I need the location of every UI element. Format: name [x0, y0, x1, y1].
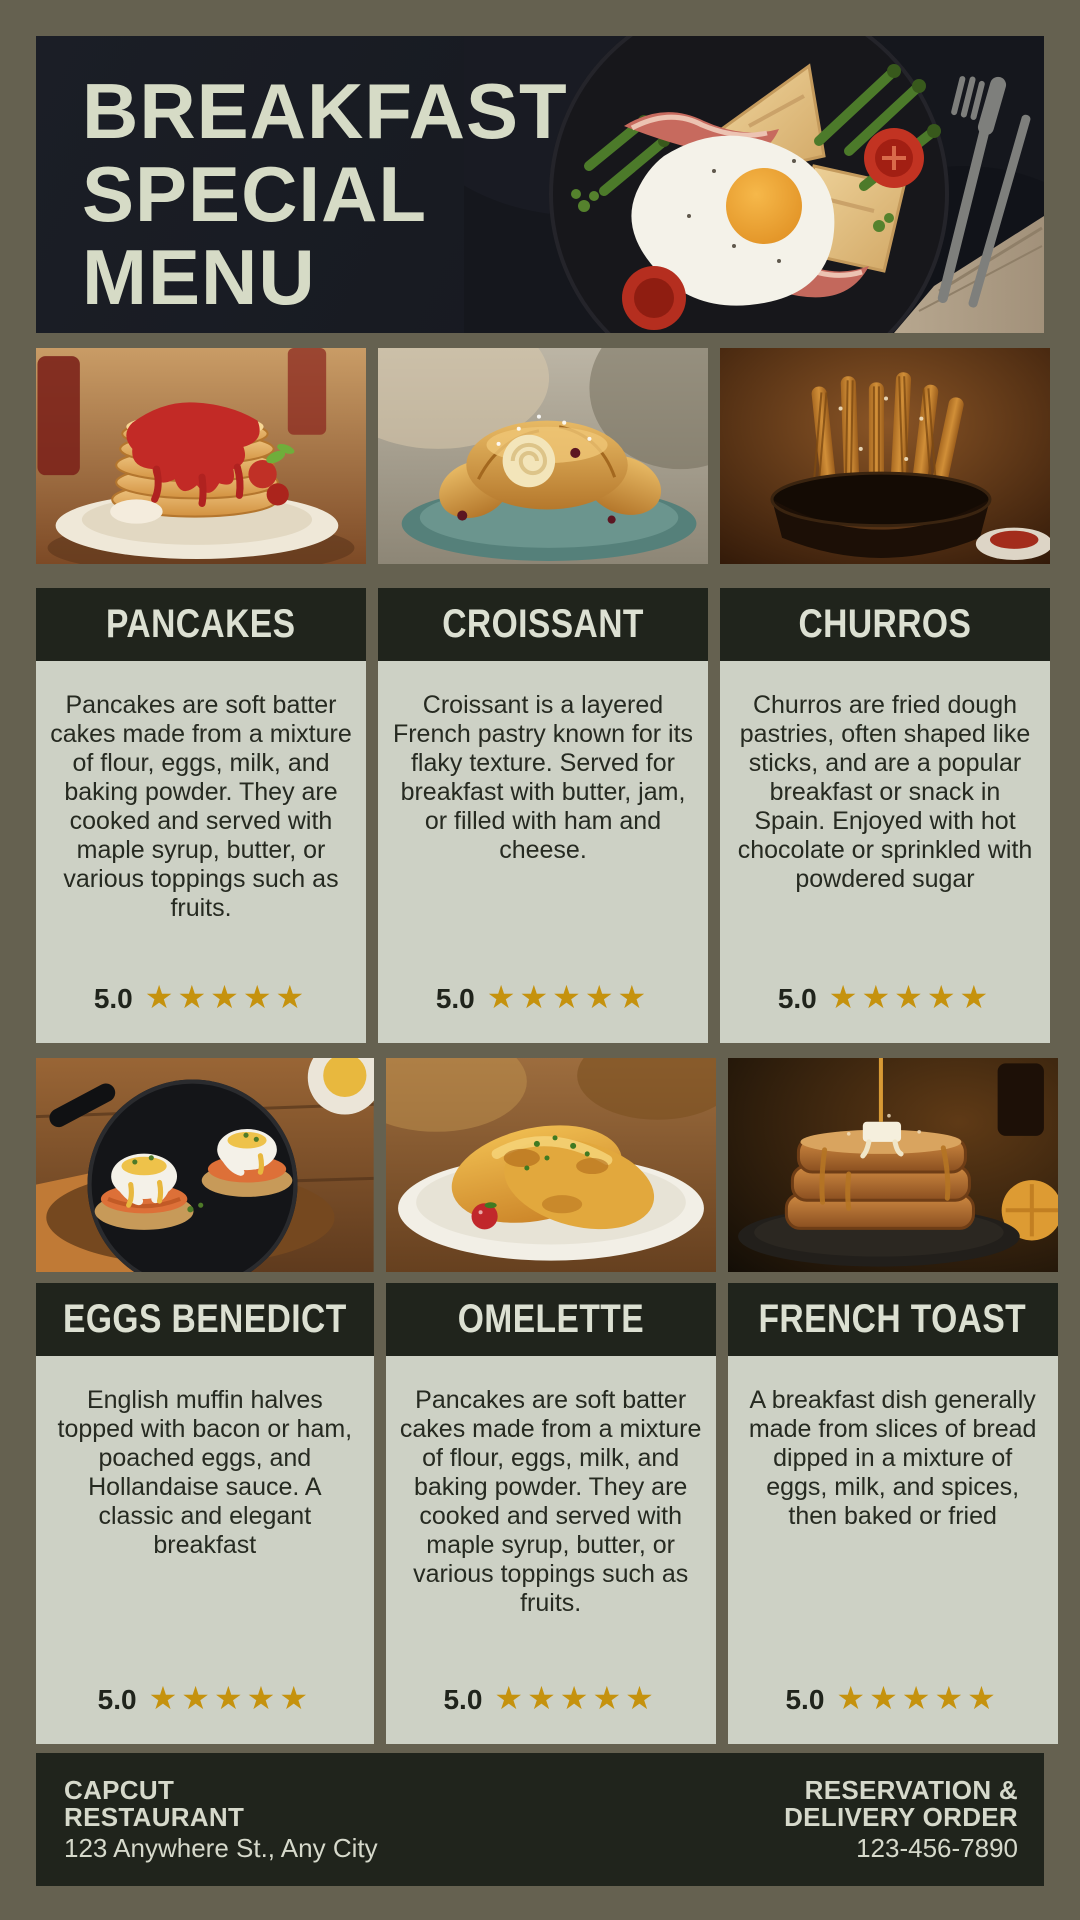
restaurant-name-line1: CAPCUT	[64, 1775, 175, 1805]
rating-value: 5.0	[777, 983, 817, 1014]
restaurant-info	[64, 1777, 378, 1862]
eggs-benedict-photo	[36, 1058, 374, 1272]
card-description: English muffin halves topped with bacon or ham, poached eggs, and Hollandaise sauce. A classic and elegant breakfast	[57, 1386, 353, 1559]
churros-photo	[720, 348, 1050, 564]
rating-value: 5.0	[785, 1684, 825, 1715]
footer-bar	[36, 1753, 1044, 1886]
pancakes-photo	[36, 348, 366, 564]
card-title-label: EGGS BENEDICT	[63, 1297, 347, 1341]
reservation-phone: 123-456-7890	[856, 1833, 1018, 1863]
menu-card-eggs-benedict	[36, 1058, 374, 1744]
card-description: Pancakes are soft batter cakes made from a mixture of flour, eggs, milk, and baking powder. They are cooked and served with maple syrup, butter, or various toppings such as fruits.	[50, 691, 352, 922]
rating-value: 5.0	[97, 1684, 137, 1715]
rating-row	[98, 1682, 312, 1718]
card-title-label: CHURROS	[798, 602, 972, 646]
french-toast-photo	[728, 1058, 1058, 1272]
menu-card-french-toast	[728, 1058, 1058, 1744]
hero-title-line1: BREAKFAST	[82, 67, 568, 155]
menu-card-omelette	[386, 1058, 716, 1744]
card-body-french-toast	[728, 1356, 1058, 1744]
reservation-line2: DELIVERY ORDER	[784, 1802, 1018, 1832]
star-icons: ★★★★★	[144, 979, 309, 1015]
rating-value: 5.0	[93, 983, 133, 1014]
reservation-line1: RESERVATION &	[804, 1775, 1018, 1805]
rating-row	[443, 1682, 657, 1718]
card-title-omelette	[386, 1283, 716, 1356]
hero-title-line2: SPECIAL	[82, 150, 428, 238]
card-description: Pancakes are soft batter cakes made from a mixture of flour, eggs, milk, and baking powder. They are cooked and served with maple syrup, butter, or various toppings such as fruits.	[399, 1386, 702, 1617]
rating-row	[778, 981, 992, 1017]
reservation-info	[784, 1777, 1018, 1862]
rating-value: 5.0	[435, 983, 475, 1014]
menu-card-croissant	[378, 348, 708, 1043]
rating-value: 5.0	[443, 1684, 483, 1715]
star-icons: ★★★★★	[148, 1680, 313, 1716]
card-title-croissant	[378, 588, 708, 661]
rating-row	[785, 1682, 999, 1718]
card-title-label: CROISSANT	[442, 602, 644, 646]
hero-banner	[36, 36, 1044, 333]
star-icons: ★★★★★	[486, 979, 651, 1015]
menu-row-1	[36, 348, 1044, 1043]
card-body-pancakes	[36, 661, 366, 1043]
croissant-photo	[378, 348, 708, 564]
restaurant-address: 123 Anywhere St., Any City	[64, 1833, 378, 1863]
card-body-omelette	[386, 1356, 716, 1744]
rating-row	[94, 981, 308, 1017]
rating-row	[436, 981, 650, 1017]
card-title-label: FRENCH TOAST	[758, 1297, 1027, 1341]
hero-title-line3: MENU	[82, 233, 316, 321]
card-title-label: PANCAKES	[106, 602, 296, 646]
menu-card-churros	[720, 348, 1050, 1043]
card-body-croissant	[378, 661, 708, 1043]
card-title-pancakes	[36, 588, 366, 661]
restaurant-name-line2: RESTAURANT	[64, 1802, 245, 1832]
card-description: Croissant is a layered French pastry known for its flaky texture. Served for breakfast with butter, jam, or filled with ham and cheese.	[392, 691, 694, 864]
omelette-photo	[386, 1058, 716, 1272]
card-title-eggs-benedict	[36, 1283, 374, 1356]
menu-row-2	[36, 1058, 1044, 1744]
card-title-label: OMELETTE	[457, 1297, 644, 1341]
card-body-churros	[720, 661, 1050, 1043]
card-description: A breakfast dish generally made from slices of bread dipped in a mixture of eggs, milk, and spices, then baked or fried	[748, 1386, 1037, 1530]
card-title-churros	[720, 588, 1050, 661]
hero-title	[82, 67, 568, 321]
star-icons: ★★★★★	[836, 1680, 1000, 1716]
menu-card-pancakes	[36, 348, 366, 1043]
star-icons: ★★★★★	[828, 979, 993, 1015]
card-body-eggs-benedict	[36, 1356, 374, 1744]
star-icons: ★★★★★	[494, 1680, 658, 1716]
card-description: Churros are fried dough pastries, often shaped like sticks, and are a popular breakfast or snack in Spain. Enjoyed with hot chocolate or sprinkled with powdered sugar	[737, 691, 1033, 893]
card-title-french-toast	[728, 1283, 1058, 1356]
